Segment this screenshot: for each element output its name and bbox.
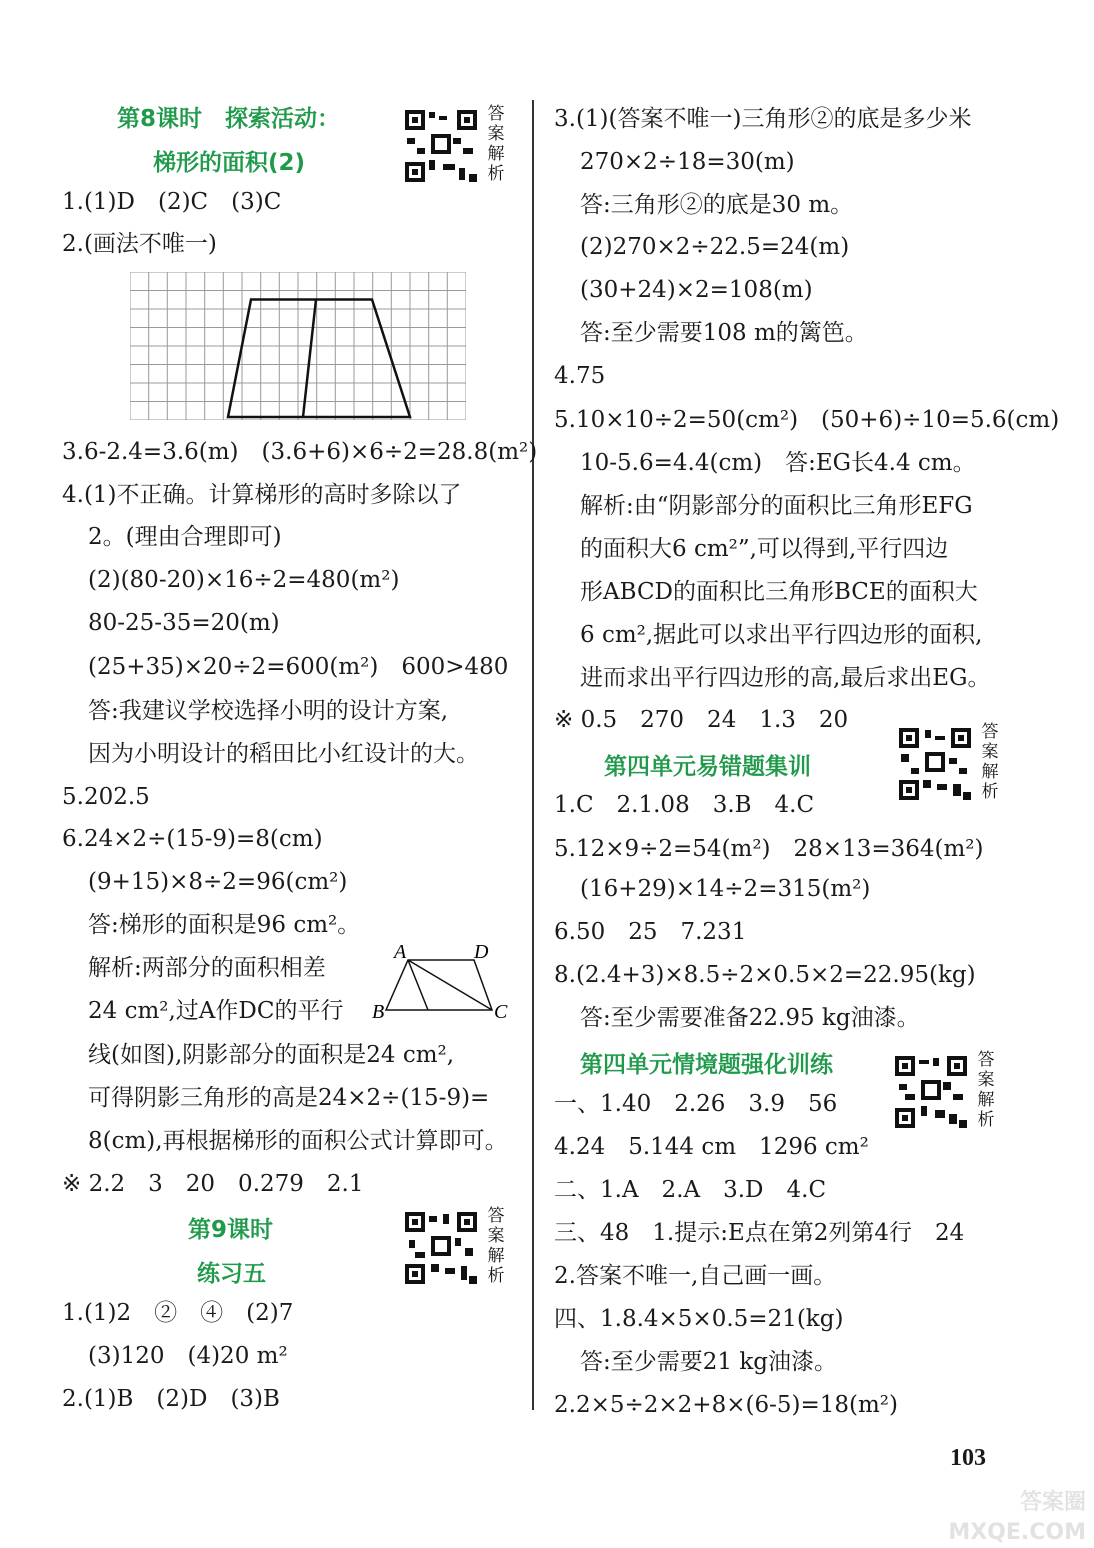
qr-code-unit-context[interactable]	[893, 1054, 969, 1130]
lesson9-title-line2: 练习五	[197, 1261, 266, 1287]
answer-line: 4.75	[554, 363, 606, 389]
answer-line: 2。(理由合理即可)	[88, 524, 282, 550]
explanation-line: 形ABCD的面积比三角形BCE的面积大	[580, 579, 978, 605]
explanation-line: 进而求出平行四边形的高,最后求出EG。	[580, 665, 991, 691]
watermark-logo: 答案圈 MXQE.COM	[948, 1490, 1086, 1545]
answer-line: 10-5.6=4.4(cm) 答:EG长4.4 cm。	[580, 450, 976, 476]
lesson8-title-line2: 梯形的面积(2)	[153, 150, 306, 176]
answer-line: (16+29)×14÷2=315(m²)	[580, 876, 871, 902]
explanation-line: 6 cm²,据此可以求出平行四边形的面积,	[580, 622, 983, 648]
answer-line: 2.2×5÷2×2+8×(6-5)=18(m²)	[554, 1392, 898, 1418]
trapezoid-figure	[370, 938, 516, 1028]
explanation-line: 的面积大6 cm²”,可以得到,平行四边	[580, 536, 949, 562]
lesson8-title-line1: 第8课时 探索活动：	[117, 106, 341, 132]
answer-line: 6.24×2÷(15-9)=8(cm)	[62, 826, 323, 852]
answer-line: 8.(2.4+3)×8.5÷2×0.5×2=22.95(kg)	[554, 962, 976, 988]
answer-line: 三、48 1.提示:E点在第2列第4行 24	[554, 1220, 965, 1246]
label-d: D	[474, 941, 489, 963]
qr-code-icon	[893, 1054, 969, 1130]
answer-line: 5.10×10÷2=50(cm²) (50+6)÷10=5.6(cm)	[554, 407, 1060, 433]
answer-line: 4.(1)不正确。计算梯形的高时多除以了	[62, 482, 462, 508]
answer-line: 4.24 5.144 cm 1296 cm²	[554, 1134, 869, 1160]
qr-code-icon	[897, 726, 973, 802]
answer-line: (2)270×2÷22.5=24(m)	[580, 234, 850, 260]
answer-line: 1.(1)2 ② ④ (2)7	[62, 1300, 294, 1326]
explanation-line: 线(如图),阴影部分的面积是24 cm²,	[88, 1042, 455, 1068]
answer-line: 因为小明设计的稻田比小红设计的大。	[88, 741, 479, 767]
answer-line: 2.(1)B (2)D (3)B	[62, 1386, 280, 1412]
page-number: 103	[950, 1445, 986, 1471]
qr-code-lesson9[interactable]	[403, 1210, 479, 1286]
answer-line: 答:至少需要108 m的篱笆。	[580, 320, 868, 346]
answer-line: (25+35)×20÷2=600(m²) 600>480	[88, 654, 509, 680]
answer-line: 答:三角形②的底是30 m。	[580, 192, 854, 218]
lesson9-title-line1: 第9课时	[188, 1217, 274, 1243]
answer-line: 1.C 2.1.08 3.B 4.C	[554, 792, 815, 818]
answer-line: 2.(画法不唯一)	[62, 231, 217, 257]
answer-line: 一、1.40 2.26 3.9 56	[554, 1091, 838, 1117]
answer-line: 5.12×9÷2=54(m²) 28×13=364(m²)	[554, 836, 984, 862]
explanation-line: 可得阴影三角形的高是24×2÷(15-9)=	[88, 1085, 490, 1111]
unit-errors-title: 第四单元易错题集训	[604, 754, 811, 780]
answer-line: (30+24)×2=108(m)	[580, 277, 813, 303]
qr-caption-lesson9: 答 案 解 析	[487, 1206, 505, 1286]
qr-code-icon	[403, 108, 479, 184]
answer-line: 答:至少需要准备22.95 kg油漆。	[580, 1005, 920, 1031]
explanation-line: 解析:由“阴影部分的面积比三角形EFG	[580, 493, 973, 519]
answer-line: 270×2÷18=30(m)	[580, 149, 795, 175]
answer-line: 四、1.8.4×5×0.5=21(kg)	[554, 1306, 844, 1332]
qr-code-icon	[403, 1210, 479, 1286]
answer-line: 3.6-2.4=3.6(m) (3.6+6)×6÷2=28.8(m²)	[62, 439, 538, 465]
unit-context-title: 第四单元情境题强化训练	[580, 1052, 833, 1078]
answer-line: (3)120 (4)20 m²	[88, 1343, 288, 1369]
explanation-line: 24 cm²,过A作DC的平行	[88, 998, 344, 1024]
answer-line: 6.50 25 7.231	[554, 919, 747, 945]
answer-line: 5.202.5	[62, 784, 150, 810]
answer-line: (9+15)×8÷2=96(cm²)	[88, 869, 348, 895]
column-divider	[532, 100, 534, 1410]
qr-caption-unit-errors: 答 案 解 析	[981, 722, 999, 802]
answer-line: 2.答案不唯一,自己画一画。	[554, 1263, 837, 1289]
answer-line: 答:梯形的面积是96 cm²。	[88, 912, 361, 938]
answer-line: ※ 2.2 3 20 0.279 2.1	[62, 1171, 364, 1197]
answer-line: 答:我建议学校选择小明的设计方案,	[88, 698, 449, 724]
answer-line: ※ 0.5 270 24 1.3 20	[554, 707, 849, 733]
label-b: B	[372, 1001, 385, 1023]
qr-caption-lesson8: 答 案 解 析	[487, 104, 505, 184]
qr-code-unit-errors[interactable]	[897, 726, 973, 802]
answer-line: (2)(80-20)×16÷2=480(m²)	[88, 567, 400, 593]
answer-line: 1.(1)D (2)C (3)C	[62, 189, 282, 215]
explanation-line: 8(cm),再根据梯形的面积公式计算即可。	[88, 1128, 508, 1154]
answer-line: 答:至少需要21 kg油漆。	[580, 1349, 837, 1375]
answer-line: 二、1.A 2.A 3.D 4.C	[554, 1177, 827, 1203]
trapezoid-grid-figure	[130, 272, 466, 420]
explanation-line: 解析:两部分的面积相差	[88, 955, 326, 981]
label-c: C	[494, 1001, 508, 1023]
answer-line: 80-25-35=20(m)	[88, 610, 280, 636]
answer-line: 3.(1)(答案不唯一)三角形②的底是多少米	[554, 106, 972, 132]
qr-caption-unit-context: 答 案 解 析	[977, 1050, 995, 1130]
qr-code-lesson8[interactable]	[403, 108, 479, 184]
label-a: A	[394, 941, 407, 963]
